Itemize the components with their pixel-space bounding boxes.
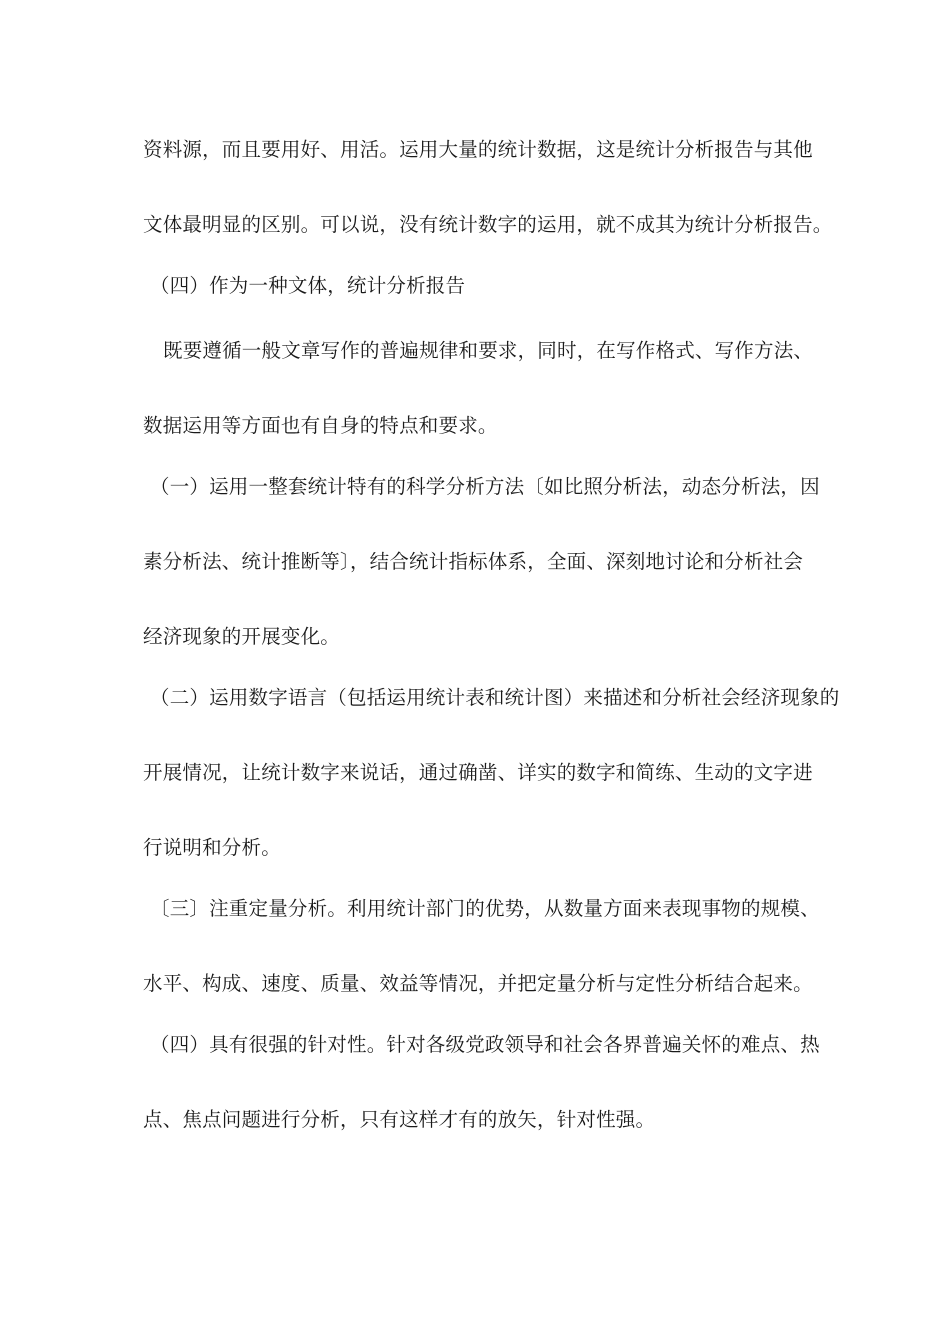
paragraph-line-1: 资料源，而且要用好、用活。运用大量的统计数据，这是统计分析报告与其他: [143, 138, 813, 161]
list-item-2-line-3: 行说明和分析。: [143, 836, 281, 859]
paragraph-line-4: 既要遵循一般文章写作的普遍规律和要求，同时，在写作格式、写作方法、: [163, 339, 814, 362]
list-item-4-line-2: 点、焦点问题进行分析，只有这样才有的放矢，针对性强。: [143, 1108, 656, 1131]
paragraph-line-5: 数据运用等方面也有自身的特点和要求。: [143, 414, 498, 437]
list-item-1-line-3: 经济现象的开展变化。: [143, 625, 341, 648]
list-item-1-line-1: （一）运用一整套统计特有的科学分析方法〔如比照分析法，动态分析法，因: [150, 475, 820, 498]
list-item-4-line-1: （四）具有很强的针对性。针对各级党政领导和社会各界普遍关怀的难点、热: [150, 1033, 820, 1056]
list-item-2-line-1: （二）运用数字语言（包括运用统计表和统计图）来描述和分析社会经济现象的: [150, 686, 840, 709]
paragraph-line-2: 文体最明显的区别。可以说，没有统计数字的运用，就不成其为统计分析报告。: [143, 213, 833, 236]
list-item-3-line-1: 〔三〕注重定量分析。利用统计部门的优势，从数量方面来表现事物的规模、: [150, 897, 820, 920]
list-item-2-line-2: 开展情况，让统计数字来说话，通过确凿、详实的数字和简练、生动的文字进: [143, 761, 813, 784]
section-heading-line: （四）作为一种文体，统计分析报告: [150, 274, 466, 297]
list-item-1-line-2: 素分析法、统计推断等〕，结合统计指标体系，全面、深刻地讨论和分析社会: [143, 550, 804, 573]
list-item-3-line-2: 水平、构成、速度、质量、效益等情况，并把定量分析与定性分析结合起来。: [143, 972, 813, 995]
